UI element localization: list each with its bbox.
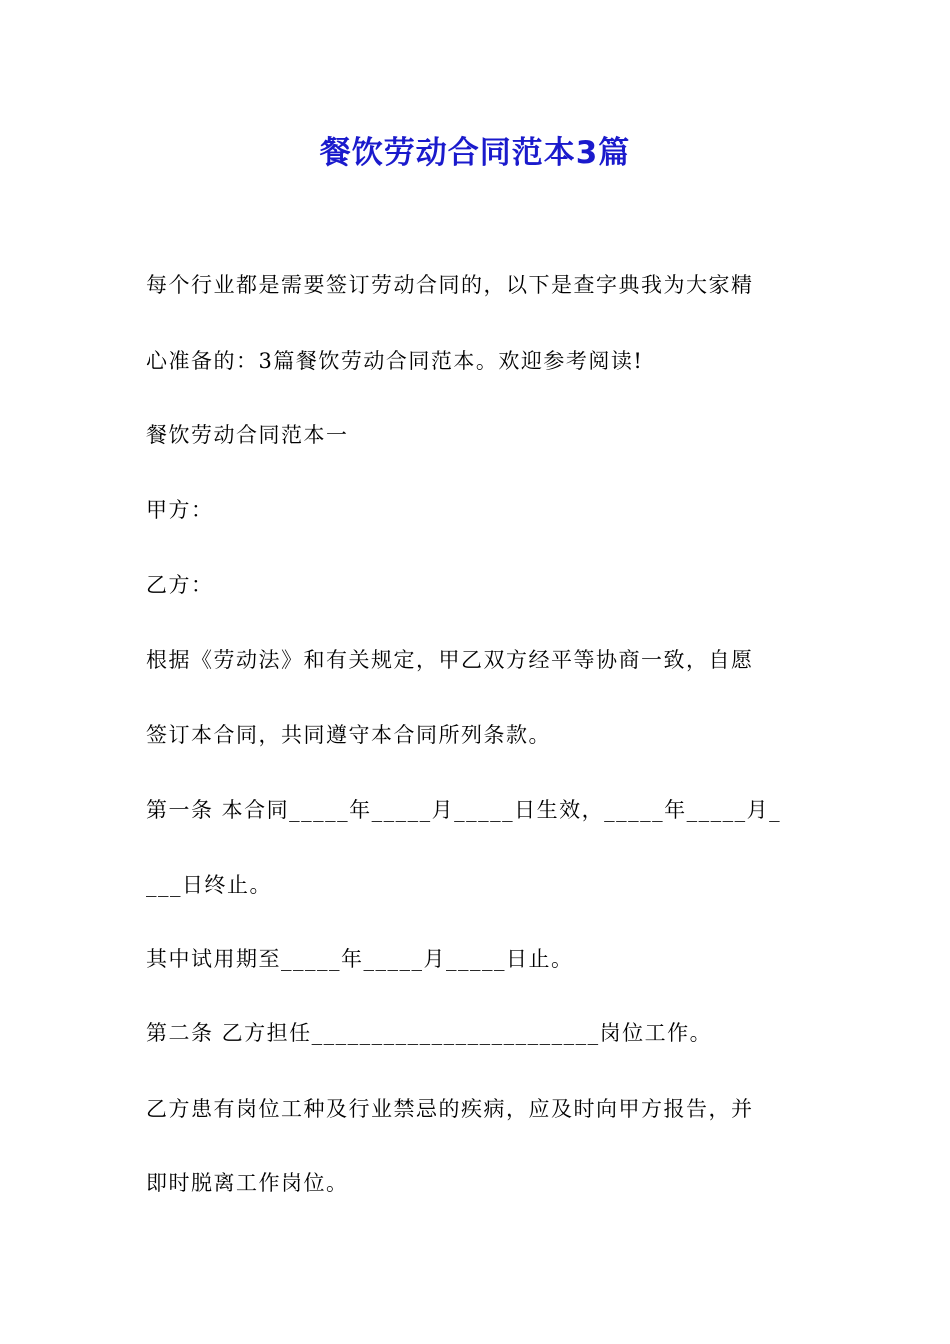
paragraph-line: 乙方患有岗位工种及行业禁忌的疾病，应及时向甲方报告，并 [146, 1097, 754, 1121]
party-b-label: 乙方： [146, 573, 214, 597]
party-a-label: 甲方： [146, 498, 214, 522]
clause-line: ___日终止。 [146, 873, 272, 897]
clause-line: 第一条 本合同_____年_____月_____日生效，_____年_____月_ [146, 798, 782, 822]
section-heading: 餐饮劳动合同范本一 [146, 423, 349, 447]
document-title: 餐饮劳动合同范本3篇 [319, 135, 631, 171]
paragraph-line: 即时脱离工作岗位。 [146, 1171, 349, 1195]
paragraph-line: 根据《劳动法》和有关规定，甲乙双方经平等协商一致，自愿 [146, 648, 754, 672]
clause-line: 第二条 乙方担任________________________岗位工作。 [146, 1021, 713, 1045]
paragraph-line: 每个行业都是需要签订劳动合同的，以下是查字典我为大家精 [146, 273, 754, 297]
clause-line: 其中试用期至_____年_____月_____日止。 [146, 947, 574, 971]
paragraph-line: 心准备的：3篇餐饮劳动合同范本。欢迎参考阅读! [146, 349, 644, 373]
paragraph-line: 签订本合同，共同遵守本合同所列条款。 [146, 723, 551, 747]
